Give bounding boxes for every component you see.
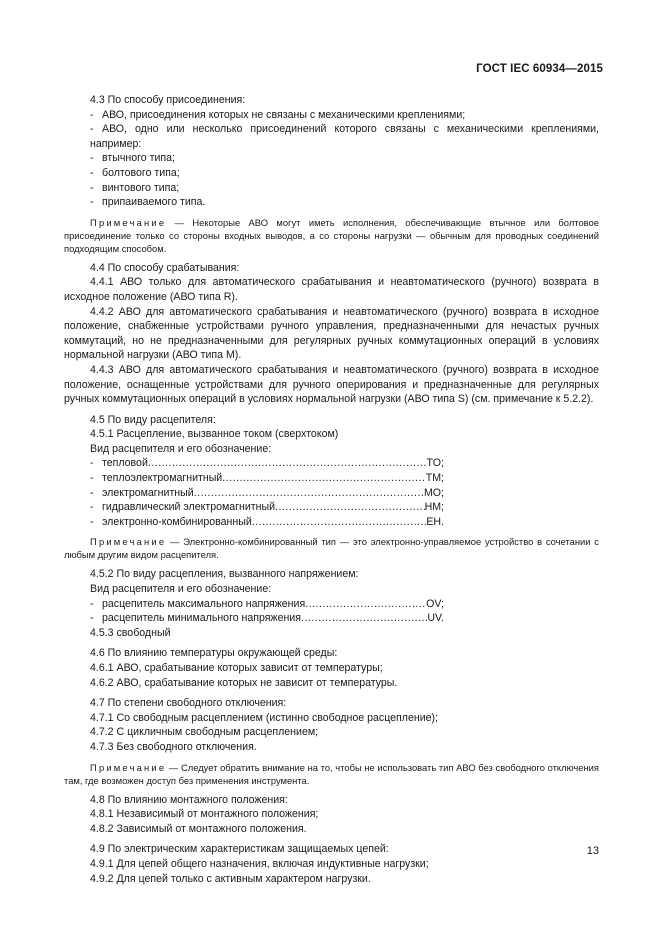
list-item: - АВО, присоединения которых не связаны с механическими креплениями; [90, 108, 466, 121]
paragraph-4-8-2: 4.8.2 Зависимый от монтажного положения. [90, 822, 307, 835]
list-item: - АВО, одно или несколько присоединений которого связаны с механическими креплениями, например: [90, 123, 599, 150]
paragraph-4-9-1: 4.9.1 Для цепей общего назначения, включая индуктивные нагрузки; [90, 857, 429, 870]
paragraph-4-5-2: 4.5.2 По виду расцепления, вызванного напряжением: [90, 568, 359, 581]
paragraph-4-5-3: 4.5.3 свободный [90, 626, 171, 639]
release-row: - электромагнитный ..... MO; [64, 486, 444, 501]
paragraph-4-5-1: 4.5.1 Расцепление, вызванное током (сверхтоком) [90, 428, 339, 441]
paragraph-4-6-1: 4.6.1 АВО, срабатывание которых зависит от температуры; [90, 662, 383, 674]
paragraph-4-4-3: 4.4.3 АВО для автоматического срабатывания и неавтоматического (ручного) возврата в исходное положение, оснащенные устройствами для ручного оперирования и предназначенные для регулярных ручных коммутационных операций в условиях нормальной нагрузки (АВО типа S) (см. примечание к 5.2.2). [64, 363, 599, 406]
paragraph-4-7-1: 4.7.1 Со свободным расцеплением (истинно свободное расцепление); [90, 711, 438, 724]
voltage-release-row: - расцепитель минимального напряжения ..... UV. [64, 611, 444, 626]
list-item: - припаиваемого типа. [90, 196, 206, 209]
paragraph-4-4-2: 4.4.2 АВО для автоматического срабатывания и неавтоматического (ручного) возврата в исходное положение, снабженные устройствами ручного управления, предназначенными для нечастых ручных коммутаций, но не предназначенными для регулярных ручных коммутационных операций в условиях нормальной нагрузки (АВО типа М). [64, 305, 599, 362]
page-number: 13 [586, 845, 599, 857]
list-item: - винтового типа; [90, 181, 180, 194]
release-row: - электронно-комбинированный ..... EH. [64, 515, 444, 530]
kind-label: Вид расцепителя и его обозначение: [90, 442, 272, 455]
section-heading-4-4: 4.4 По способу срабатывания: [90, 261, 240, 274]
section-heading-4-8: 4.8 По влиянию монтажного положения: [90, 793, 288, 806]
document-header: ГОСТ IEC 60934—2015 [476, 63, 603, 75]
section-heading-4-6: 4.6 По влиянию температуры окружающей среды: [90, 647, 338, 660]
release-row: - теплоэлектромагнитный ..... TM; [64, 471, 444, 486]
section-heading-4-9: 4.9 По электрическим характеристикам защищаемых цепей: [90, 843, 389, 856]
note-4-7: Примечание — Следует обратить внимание на то, чтобы не использовать тип АВО без свободного отключения там, где возможен доступ без применения инструмента. [64, 761, 599, 786]
paragraph-4-7-2: 4.7.2 С цикличным свободным расцеплением; [90, 726, 319, 739]
list-item: - болтового типа; [90, 166, 180, 179]
paragraph-4-9-2: 4.9.2 Для цепей только с активным характером нагрузки. [90, 872, 371, 885]
paragraph-4-8-1: 4.8.1 Независимый от монтажного положения; [90, 808, 319, 821]
section-heading-4-5: 4.5 По виду расцепителя: [90, 413, 216, 426]
list-item: - втычного типа; [90, 152, 175, 165]
section-heading-4-7: 4.7 По степени свободного отключения: [90, 697, 287, 710]
paragraph-4-4-1: 4.4.1 АВО только для автоматического срабатывания и неавтоматического (ручного) возврата в исходное положение (АВО типа R). [64, 276, 599, 303]
section-heading-4-3: 4.3 По способу присоединения: [90, 94, 246, 106]
release-row: - тепловой ..... TO; [64, 456, 444, 471]
paragraph-4-6-2: 4.6.2 АВО, срабатывание которых не зависит от температуры. [90, 676, 398, 689]
note-4-5: Примечание — Электронно-комбинированный тип — это электронно-управляемое устройство в сочетании с любым другим видом расцепителя. [64, 536, 599, 561]
paragraph-4-7-3: 4.7.3 Без свободного отключения. [90, 740, 257, 753]
voltage-release-row: - расцепитель максимального напряжения ..... OV; [64, 597, 444, 612]
page-body [64, 93, 599, 886]
release-row: - гидравлический электромагнитный ..... HM; [64, 500, 444, 515]
note-4-3: Примечание — Некоторые АВО могут иметь исполнения, обеспечивающие втычное или болтовое присоединение только со стороны входных выводов, а со стороны нагрузки — обычным для проводных соединений подходящим способом. [64, 216, 599, 254]
kind-label: Вид расцепителя и его обозначение: [90, 583, 272, 596]
